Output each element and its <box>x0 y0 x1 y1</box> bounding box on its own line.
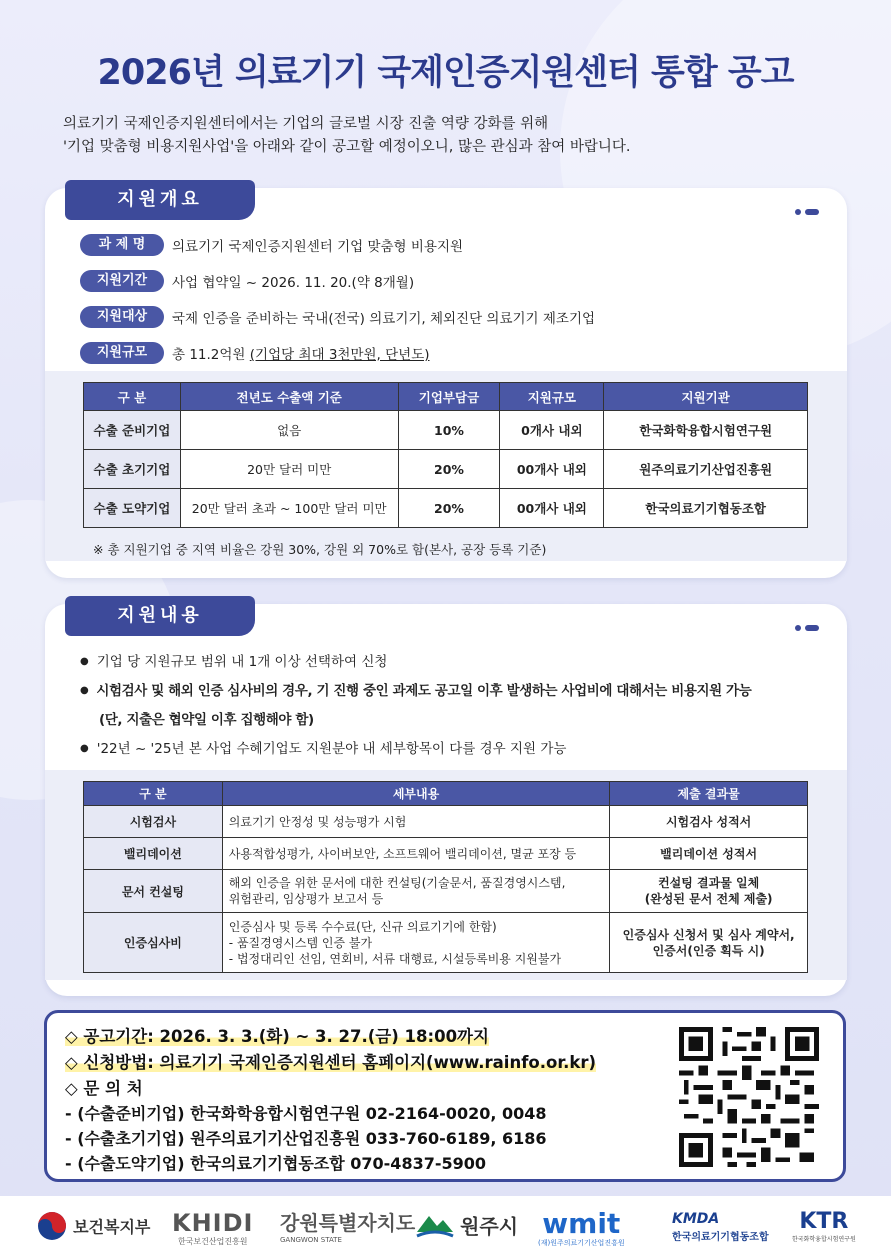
table-header: 지원기관 <box>604 383 808 411</box>
table-cell: 수출 도약기업 <box>84 489 181 528</box>
table-cell: 20만 달러 미만 <box>180 450 398 489</box>
table-cell <box>222 806 609 838</box>
info-text-main: 총 11.2억원 <box>172 347 250 363</box>
table-row <box>84 806 808 838</box>
info-row-title <box>80 234 463 256</box>
table-cell: 한국의료기기협동조합 <box>604 489 808 528</box>
table-header: 구 분 <box>84 383 181 411</box>
table-row <box>84 870 808 913</box>
table-cell: 밸리데이션 <box>84 838 223 870</box>
table-cell: 없음 <box>180 411 398 450</box>
bullet-item: ● '22년 ~ '25년 본 사업 수혜기업도 지원분야 내 세부항목이 다를 경우 지원 가능 <box>80 735 566 763</box>
contact-line: - (수출초기기업) 원주의료기기산업진흥원 033-760-6189, 6186 <box>65 1129 547 1148</box>
table-cell: 0개사 내외 <box>500 411 604 450</box>
table-cell <box>222 838 609 870</box>
table-header: 기업부담금 <box>398 383 500 411</box>
bullet-continuation: (단, 지출은 협약일 이후 집행해야 함) <box>99 712 314 728</box>
result-line: 인증심사 신청서 및 심사 계약서, <box>622 927 795 942</box>
notice-period <box>65 1023 489 1047</box>
logo-text: wmit <box>542 1207 621 1240</box>
table-header: 전년도 수출액 기준 <box>180 383 398 411</box>
table-cell: 시험검사 <box>84 806 223 838</box>
table-cell <box>222 913 609 973</box>
page-title: 2026년 의료기기 국제인증지원센터 통합 공고 <box>97 53 794 93</box>
application-info-box <box>44 1010 846 1182</box>
label-pill: 과 제 명 <box>80 234 164 256</box>
content-table <box>83 781 808 973</box>
intro-line: '기업 맞춤형 비용지원사업'을 아래와 같이 공고할 예정이오니, 많은 관심과 참여 바랍니다. <box>63 139 631 155</box>
content-tab: 지원내용 <box>65 596 255 636</box>
logo-text: KHIDI <box>172 1209 254 1237</box>
wmit-logo <box>538 1207 625 1247</box>
gangwon-logo <box>280 1210 415 1246</box>
apply-method <box>65 1049 596 1073</box>
table-header: 구 분 <box>84 782 223 806</box>
table-row <box>84 450 808 489</box>
table-cell: 00개사 내외 <box>500 450 604 489</box>
table-row <box>84 838 808 870</box>
table-cell: 한국화학융합시험연구원 <box>604 411 808 450</box>
detail-line: 위험관리, 임상평가 보고서 등 <box>228 892 384 906</box>
table-cell <box>610 870 808 913</box>
qr-code-icon[interactable] <box>679 1027 819 1167</box>
logo-subtext: 한국보건산업진흥원 <box>177 1237 248 1246</box>
apply-method-text: ◇ 신청방법: 의료기기 국제인증지원센터 홈페이지(www.rainfo.or.kr) <box>65 1053 597 1072</box>
table-cell: 수출 초기기업 <box>84 450 181 489</box>
mohw-logo <box>36 1210 150 1246</box>
label-pill: 지원규모 <box>80 342 164 364</box>
bullet-item: ● 시험검사 및 해외 인증 심사비의 경우, 기 진행 중인 과제도 공고일 이후 발생하는 사업비에 대해서는 비용지원 가능 <box>80 677 751 705</box>
footer-logos <box>0 1196 891 1260</box>
contact-title: ◇ 문 의 처 <box>65 1079 143 1098</box>
logo-subtext: GANGWON STATE <box>280 1236 342 1244</box>
table-cell: 10% <box>398 411 500 450</box>
table-cell <box>610 913 808 973</box>
info-text: 사업 협약일 ~ 2026. 11. 20.(약 8개월) <box>172 275 415 291</box>
table-cell <box>610 806 808 838</box>
overview-card <box>45 188 847 578</box>
contact-line: - (수출도약기업) 한국의료기기협동조합 070-4837-5900 <box>65 1154 487 1173</box>
dots-icon <box>791 200 819 219</box>
intro-text <box>63 113 631 159</box>
detail-line: 인증심사 및 등록 수수료(단, 신규 의료기기에 한함) <box>228 919 497 934</box>
table-row <box>84 489 808 528</box>
taegeuk-icon <box>36 1210 68 1242</box>
overview-tab: 지원개요 <box>65 180 255 220</box>
detail-line: 해외 인증을 위한 문서에 대한 컨설팅(기술문서, 품질경영시스템, <box>228 876 566 890</box>
result-line: (완성된 문서 전체 제출) <box>644 892 773 906</box>
logo-text: KTR <box>799 1209 849 1234</box>
label-pill: 지원기간 <box>80 270 164 292</box>
logo-text: 보건복지부 <box>73 1217 151 1237</box>
table-header: 세부내용 <box>222 782 609 806</box>
table-cell: 문서 컨설팅 <box>84 870 223 913</box>
logo-text: KMDA <box>672 1211 720 1227</box>
logo-text: 강원특별자치도 <box>280 1211 416 1235</box>
table-cell: 수출 준비기업 <box>84 411 181 450</box>
table-cell <box>610 838 808 870</box>
table-cell: 원주의료기기산업진흥원 <box>604 450 808 489</box>
khidi-logo <box>172 1210 253 1246</box>
contact-line: - (수출준비기업) 한국화학융합시험연구원 02-2164-0020, 0048 <box>65 1104 547 1123</box>
table-cell <box>222 870 609 913</box>
table-cell: 인증심사비 <box>84 913 223 973</box>
info-row-scale <box>80 342 430 364</box>
logo-subtext: 한국화학융합시험연구원 <box>792 1236 856 1243</box>
table-cell: 20% <box>398 489 500 528</box>
info-row-period <box>80 270 414 292</box>
detail-line: - 품질경영시스템 인증 불가 <box>228 935 373 950</box>
result-line: 인증서(인증 획득 시) <box>652 943 765 958</box>
overview-table <box>83 382 808 528</box>
dots-icon <box>791 616 819 635</box>
detail-line: - 법정대리인 선임, 연회비, 서류 대행료, 시설등록비용 지원불가 <box>228 951 562 966</box>
table-cell: 20% <box>398 450 500 489</box>
wonju-logo <box>415 1210 518 1246</box>
result-line: 시험검사 성적서 <box>665 815 752 829</box>
bullet-item: ● 기업 당 지원규모 범위 내 1개 이상 선택하여 신청 <box>80 648 387 676</box>
table-cell: 00개사 내외 <box>500 489 604 528</box>
info-text <box>172 343 430 363</box>
logo-subtext: 한국의료기기협동조합 <box>672 1232 769 1243</box>
logo-text: 원주시 <box>460 1214 519 1239</box>
result-line: 밸리데이션 성적서 <box>660 847 758 861</box>
intro-line: 의료기기 국제인증지원센터에서는 기업의 글로벌 시장 진출 역량 강화를 위해 <box>63 116 549 132</box>
logo-subtext: (재)원주의료기기산업진흥원 <box>538 1239 625 1247</box>
detail-line: 사용적합성평가, 사이버보안, 소프트웨어 밸리데이션, 멸균 포장 등 <box>228 847 577 861</box>
kmda-logo <box>650 1210 769 1246</box>
table-row <box>84 913 808 973</box>
table-header: 제출 결과물 <box>610 782 808 806</box>
notice-period-text: ◇ 공고기간: 2026. 3. 3.(화) ~ 3. 27.(금) 18:00까지 <box>65 1027 489 1046</box>
result-line: 컨설팅 결과물 일체 <box>658 876 760 890</box>
table-row <box>84 411 808 450</box>
content-card <box>45 604 847 996</box>
note-text: ※ 총 지원기업 중 지역 비율은 강원 30%, 강원 외 70%로 함(본사, 공장 등록 기준) <box>93 542 547 557</box>
info-text: 의료기기 국제인증지원센터 기업 맞춤형 비용지원 <box>172 239 464 255</box>
info-text: 국제 인증을 준비하는 국내(전국) 의료기기, 체외진단 의료기기 제조기업 <box>172 311 596 327</box>
detail-line: 의료기기 안정성 및 성능평가 시험 <box>228 815 407 829</box>
table-header: 지원규모 <box>500 383 604 411</box>
info-row-target <box>80 306 595 328</box>
label-pill: 지원대상 <box>80 306 164 328</box>
mountain-icon <box>415 1210 455 1240</box>
info-text-underline: (기업당 최대 3천만원, 단년도) <box>249 347 430 363</box>
table-cell: 20만 달러 초과 ~ 100만 달러 미만 <box>180 489 398 528</box>
ktr-logo <box>792 1210 856 1246</box>
